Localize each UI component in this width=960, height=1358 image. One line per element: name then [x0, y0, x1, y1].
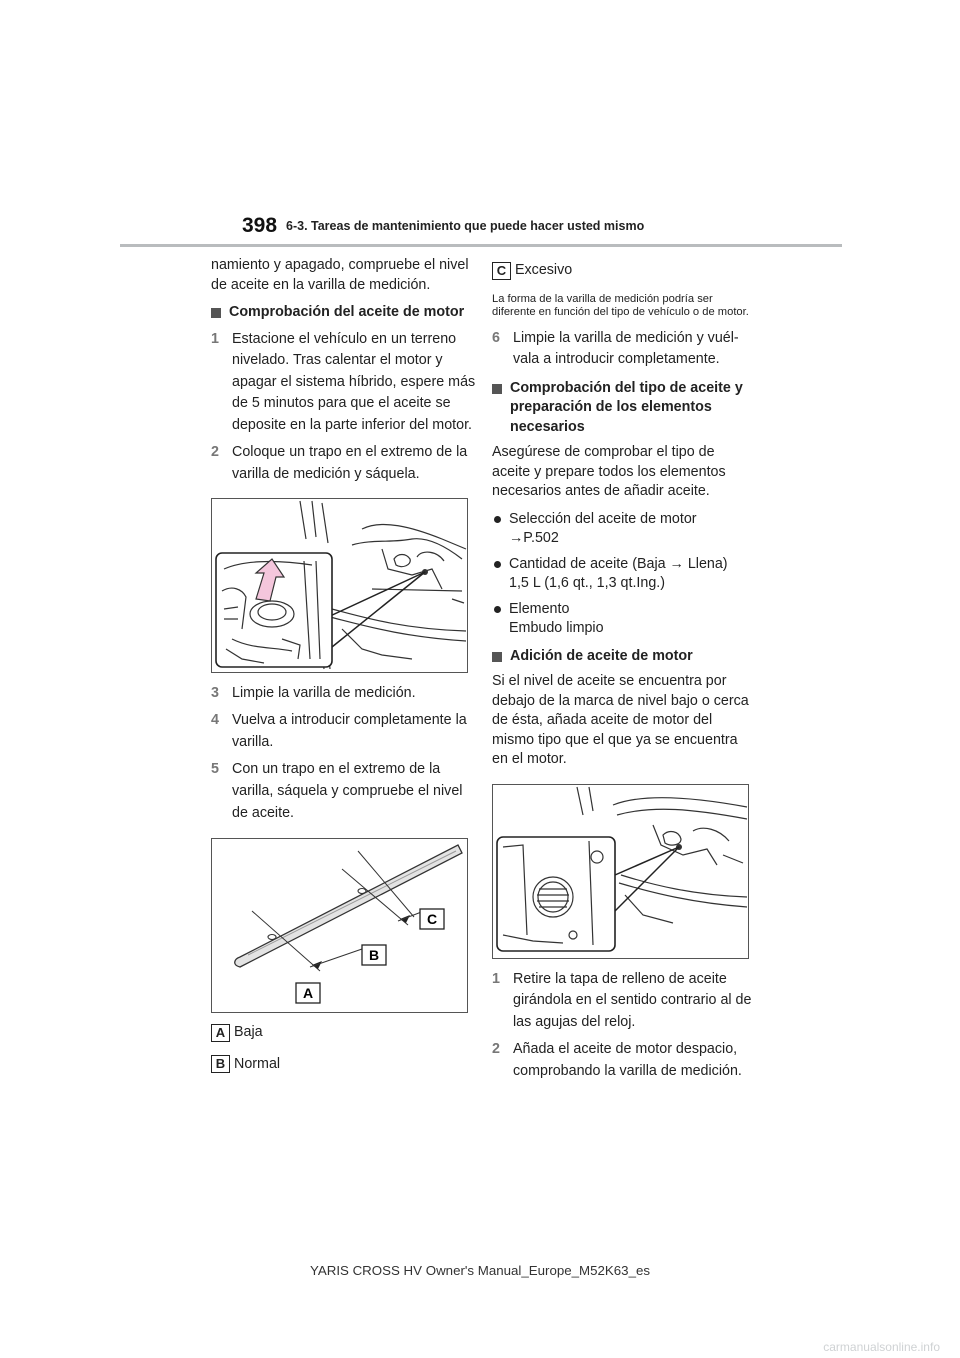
paragraph-add-oil: Si el nivel de aceite se encuentra por debajo de la marca de nivel bajo o cerca de ésta, añada aceite de motor del mismo tipo que el que ya se encuentra en el motor. — [492, 673, 749, 768]
left-column — [211, 256, 476, 1086]
step-number: 2 — [492, 1041, 500, 1058]
step-fill-2 — [492, 1039, 754, 1082]
filler-cap-illustration — [493, 785, 748, 958]
bullet-line1: Cantidad de aceite (Baja → Llena) — [509, 555, 728, 572]
step-text: Limpie la varilla de medición. — [232, 684, 416, 701]
heading-oil-type: Comprobación del tipo de aceite y preparación de los elementos necesarios — [492, 379, 754, 438]
bullet-item — [492, 600, 754, 639]
figure-dipstick-levels — [211, 838, 468, 1013]
intro-paragraph: namiento y apagado, compruebe el nivel de aceite en la varilla de medición. — [211, 257, 469, 293]
watermark[interactable]: carmanualsonline.info — [823, 1340, 940, 1354]
legend-b — [211, 1055, 476, 1075]
bullet-oil-selection — [492, 510, 754, 549]
legend-text: Excesivo — [515, 262, 573, 278]
legend-key: B — [211, 1055, 230, 1073]
step-3 — [211, 683, 476, 705]
marker-b-label: B — [368, 947, 380, 964]
marker-c — [420, 909, 444, 929]
right-column — [492, 261, 754, 1089]
figure-dipstick-location — [211, 498, 468, 673]
legend-a — [211, 1023, 476, 1043]
bullet-line1: Elemento — [509, 600, 570, 617]
footer: YARIS CROSS HV Owner's Manual_Europe_M52K63_es — [309, 1263, 651, 1278]
paragraph-oil-type: Asegúrese de comprobar el tipo de aceite y prepare todos los elementos necesarios antes de añadir aceite. — [492, 444, 726, 500]
step-number: 1 — [492, 970, 500, 987]
legend-key: A — [211, 1024, 230, 1042]
legend-c — [492, 261, 754, 281]
step-text: Con un trapo en el extremo de la varilla, sáquela y compruebe el nivel de aceite. — [232, 761, 463, 821]
step-number: 3 — [211, 684, 219, 701]
heading-check-oil: Comprobación del aceite de motor — [211, 303, 476, 323]
step-text: Añada el aceite de motor despacio, comprobando la varilla de medición. — [513, 1041, 742, 1080]
heading-add-oil: Adición de aceite de motor — [492, 647, 754, 667]
bullet-oil-quantity — [492, 555, 754, 594]
bullet-line1: Selección del aceite de motor — [509, 510, 697, 527]
step-text: Limpie la varilla de medición y vuél- vala a introducir completamente. — [513, 329, 739, 368]
marker-b — [362, 945, 386, 965]
step-5 — [211, 759, 476, 824]
section-title: 6-3. Tareas de mantenimiento que puede hacer usted mismo — [286, 219, 645, 233]
step-number: 4 — [211, 712, 219, 729]
step-1 — [211, 329, 476, 437]
step-number: 1 — [211, 330, 219, 347]
note: La forma de la varilla de medición podría ser diferente en función del tipo de vehículo o de motor. — [492, 292, 749, 318]
figure-oil-filler-cap — [492, 784, 749, 959]
bullet-line2: Embudo limpio — [509, 620, 604, 637]
step-2 — [211, 442, 476, 485]
step-number: 2 — [211, 444, 219, 461]
step-number: 5 — [211, 761, 219, 778]
step-number: 6 — [492, 329, 500, 346]
engine-illustration — [212, 499, 467, 672]
step-fill-1 — [492, 969, 754, 1034]
step-text: Vuelva a introducir completamente la varilla. — [232, 712, 467, 750]
step-text: Coloque un trapo en el extremo de la varilla de medición y sáquela. — [232, 444, 468, 483]
marker-c-label: C — [426, 911, 438, 928]
legend-text: Normal — [234, 1055, 281, 1072]
bullet-line2: →P.502 — [509, 530, 559, 547]
marker-a-label: A — [302, 985, 314, 1002]
dipstick-illustration — [212, 839, 467, 1012]
header-rule — [120, 244, 842, 247]
step-4 — [211, 710, 476, 753]
marker-a — [296, 983, 320, 1003]
step-text: Retire la tapa de relleno de aceite girándola en el sentido contrario al de las agujas del reloj. — [513, 970, 752, 1030]
step-6 — [492, 328, 754, 371]
step-text: Estacione el vehículo en un terreno nivelado. Tras calentar el motor y apagar el sistema híbrido, espere más de 5 minutos para que el aceite se deposite en la parte inferior del motor. — [232, 330, 476, 433]
legend-key: C — [492, 262, 511, 280]
page-number: 398 — [242, 214, 278, 237]
bullet-line2: 1,5 L (1,6 qt., 1,3 qt.Ing.) — [509, 575, 666, 592]
legend-text: Baja — [234, 1024, 263, 1041]
